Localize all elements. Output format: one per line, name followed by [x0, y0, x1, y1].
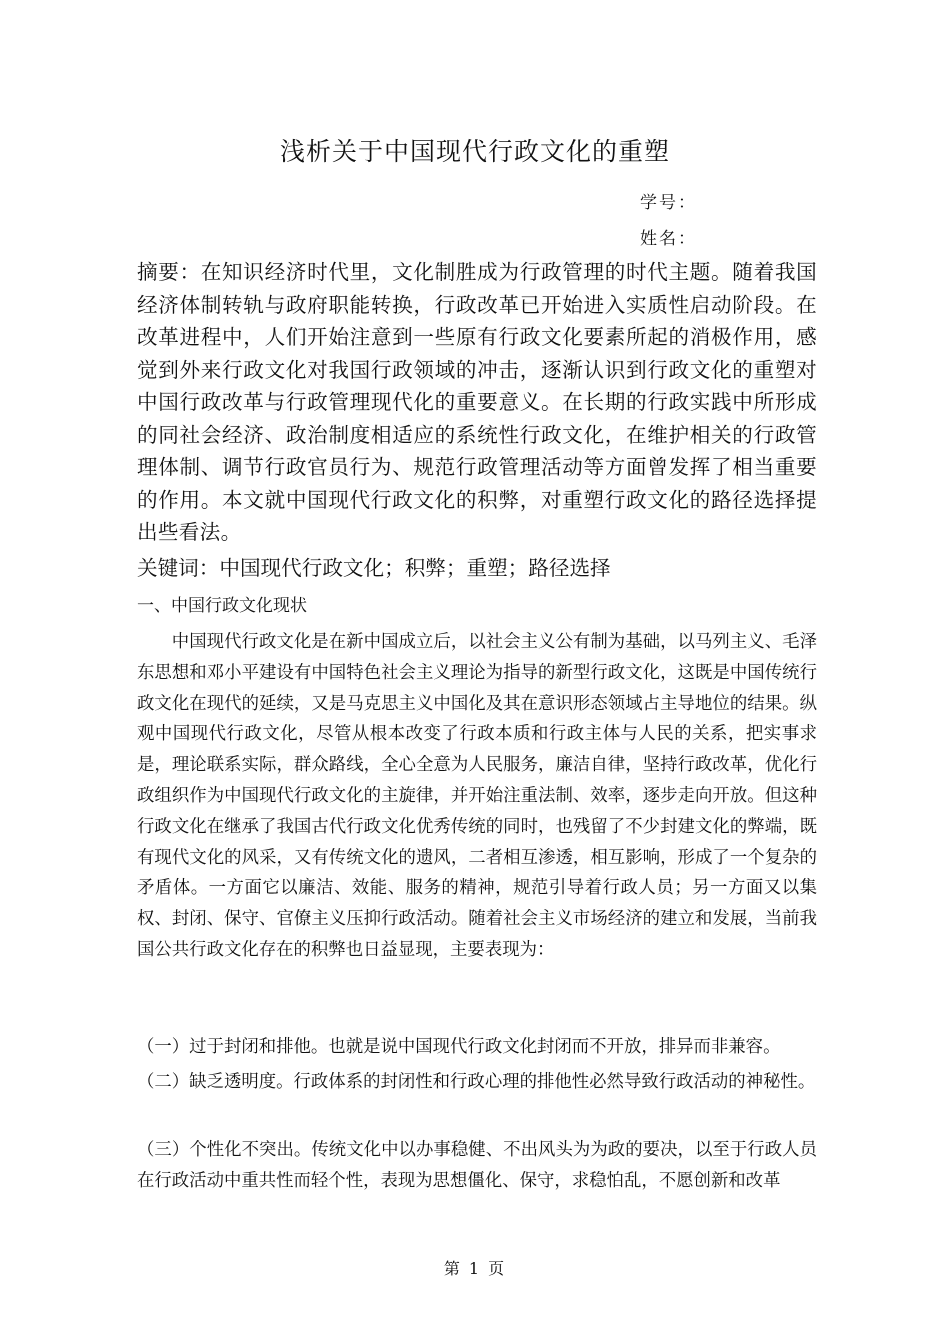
page-number: 第 1 页	[443, 1259, 507, 1278]
student-name-label: 姓名：	[640, 229, 697, 249]
document-title: 浅析关于中国现代行政文化的重塑	[279, 137, 670, 166]
list-item: （二）缺乏透明度。行政体系的封闭性和行政心理的排他性必然导致行政活动的神秘性。	[137, 1072, 816, 1092]
list-item: （一）过于封闭和排他。也就是说中国现代行政文化封闭而不开放，排异而非兼容。	[137, 1037, 781, 1057]
abstract-paragraph: 摘要：在知识经济时代里，文化制胜成为行政管理的时代主题。随着我国经济体制转轨与政府职能转换，行政改革已开始进入实质性启动阶段。在改革进程中，人们开始注意到一些原有行政文化要素所起的消极作用，感觉到外来行政文化对我国行政领域的冲击，逐渐认识到行政文化的重塑对中国行政改革与行政管理现代化的重要意义。在长期的行政实践中所形成的同社会经济、政治制度相适应的系统性行政文化，在维护相关的行政管理体制、调节行政官员行为、规范行政管理活动等方面曾发挥了相当重要的作用。本文就中国现代行政文化的积弊，对重塑行政文化的路径选择提出些看法。	[137, 260, 817, 544]
student-id-label: 学号：	[640, 193, 697, 213]
list-item: （三）个性化不突出。传统文化中以办事稳健、不出风头为为政的要决，以至于行政人员在行政活动中重共性而轻个性，表现为思想僵化、保守，求稳怕乱，不愿创新和改革	[137, 1140, 817, 1191]
body-paragraph: 中国现代行政文化是在新中国成立后，以社会主义公有制为基础，以马列主义、毛泽东思想和邓小平建设有中国特色社会主义理论为指导的新型行政文化，这既是中国传统行政文化在现代的延续，又是马克思主义中国化及其在意识形态领域占主导地位的结果。纵观中国现代行政文化，尽管从根本改变了行政本质和行政主体与人民的关系，把实事求是，理论联系实际，群众路线，全心全意为人民服务，廉洁自律，坚持行政改革，优化行政组织作为中国现代行政文化的主旋律，并开始注重法制、效率，逐步走向开放。但这种行政文化在继承了我国古代行政文化优秀传统的同时，也残留了不少封建文化的弊端，既有现代文化的风采，又有传统文化的遗风，二者相互渗透，相互影响，形成了一个复杂的矛盾体。一方面它以廉洁、效能、服务的精神，规范引导着行政人员；另一方面又以集权、封闭、保守、官僚主义压抑行政活动。随着社会主义市场经济的建立和发展，当前我国公共行政文化存在的积弊也日益显现，主要表现为：	[137, 632, 817, 960]
section-heading: 一、中国行政文化现状	[137, 596, 307, 616]
keywords-line: 关键词：中国现代行政文化；积弊；重塑；路径选择	[137, 556, 611, 580]
